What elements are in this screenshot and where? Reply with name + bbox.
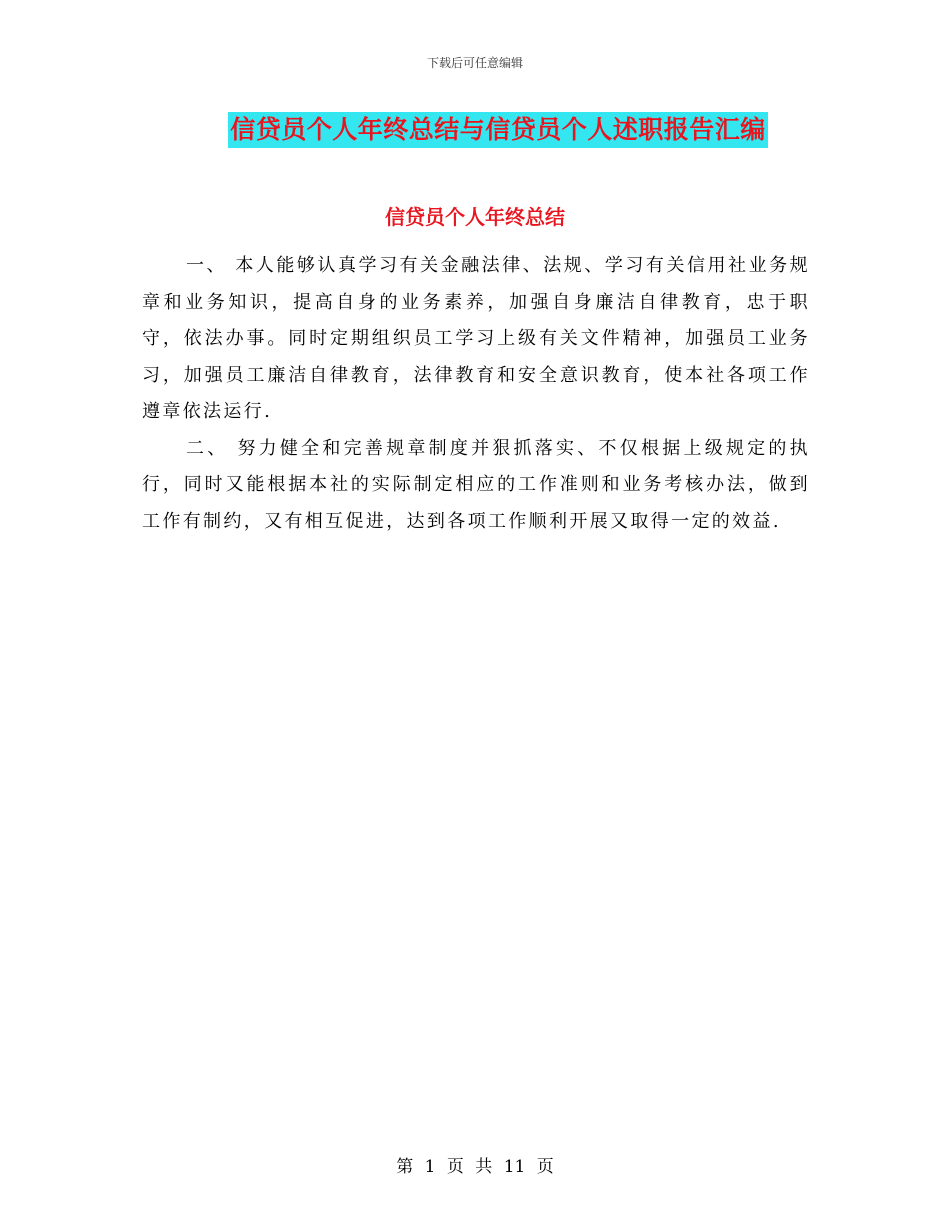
page-number: 第 1 页 共 11 页 [396, 1157, 554, 1177]
section-title: 信贷员个人年终总结 [385, 205, 565, 229]
document-title: 信贷员个人年终总结与信贷员个人述职报告汇编 [228, 112, 768, 148]
paragraph-1: 一、 本人能够认真学习有关金融法律、法规、学习有关信用社业务规章和业务知识，提高自身的业务素养，加强自身廉洁自律教育，忠于职守，依法办事。同时定期组织员工学习上级有关文件精神，加强员工业务习，加强员工廉洁自律教育，法律教育和安全意识教育，使本社各项工作遵章依法运行. [142, 255, 810, 422]
main-title-container [0, 112, 950, 148]
header-note: 下载后可任意编辑 [426, 56, 523, 70]
paragraph-2: 二、 努力健全和完善规章制度并狠抓落实、不仅根据上级规定的执行，同时又能根据本社的实际制定相应的工作准则和业务考核办法，做到工作有制约，又有相互促进，达到各项工作顺利开展又取得一定的效益. [142, 437, 810, 532]
document-body [142, 248, 810, 540]
